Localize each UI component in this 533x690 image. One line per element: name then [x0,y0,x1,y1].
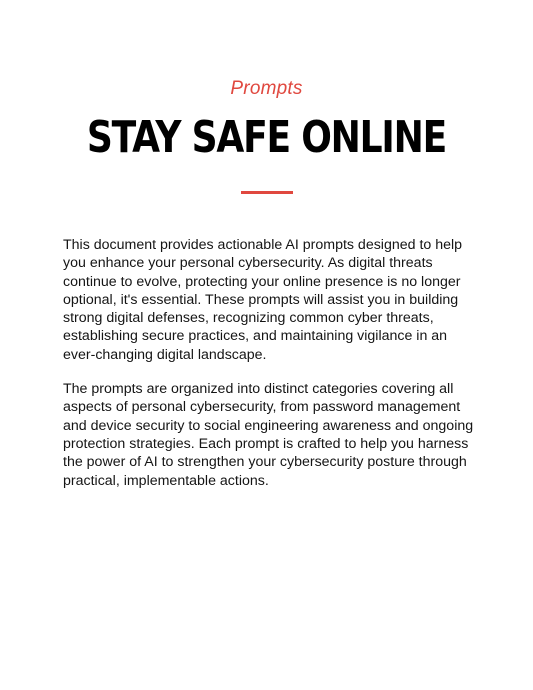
intro-paragraph-1: This document provides actionable AI prompts designed to help you enhance your personal cybersecurity. As digital threats continue to evolve, protecting your online presence is no longer optional, it's essential. These prompts will assist you in building strong digital defenses, recognizing common cyber threats, establishing secure practices, and maintaining vigilance in an ever-changing digital landscape. [63,237,463,363]
intro-body [63,236,475,506]
section-kicker: Prompts [230,78,303,99]
title-divider [241,191,293,194]
intro-paragraph-2: The prompts are organized into distinct categories covering all aspects of personal cybersecurity, from password management and device security to social engineering awareness and ongoing protection strategies. Each prompt is crafted to help you harness the power of AI to strengthen your cybersecurity posture through practical, implementable actions. [63,381,474,489]
page-title: STAY SAFE ONLINE [86,112,446,163]
